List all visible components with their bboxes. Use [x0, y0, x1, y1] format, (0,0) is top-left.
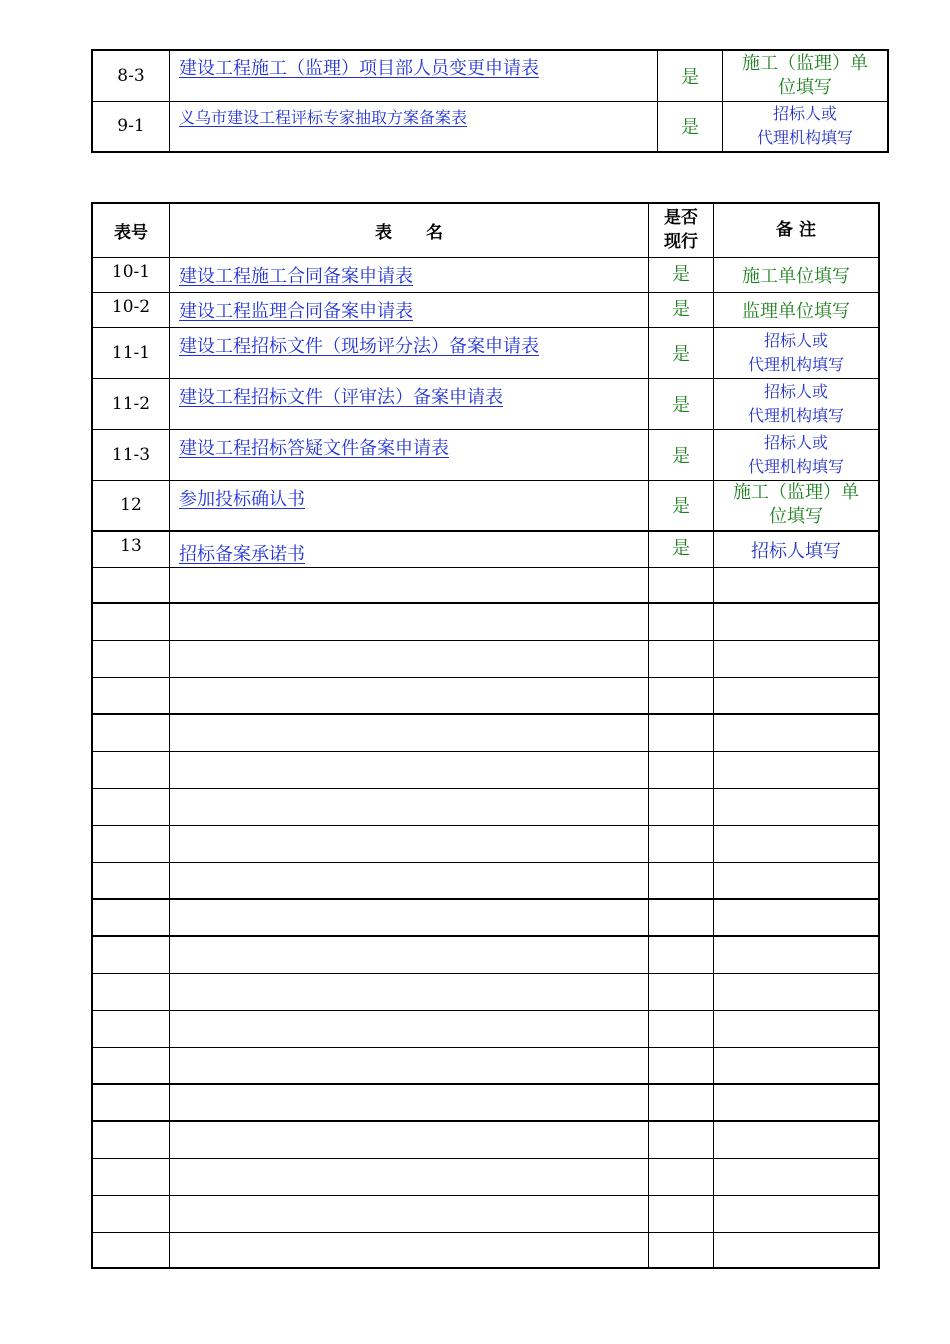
- remark-line: 招标人或: [763, 381, 828, 401]
- table-row: [92, 101, 888, 152]
- empty-cell: [649, 1010, 714, 1047]
- empty-cell: [649, 1084, 714, 1121]
- is-current: 是: [649, 378, 714, 429]
- form-link-12[interactable]: 参加投标确认书: [179, 488, 305, 510]
- empty-row: [92, 1232, 879, 1268]
- empty-cell: [714, 1047, 880, 1084]
- form-name: [170, 480, 649, 531]
- remark-line: 代理机构填写: [747, 354, 844, 374]
- empty-cell: [170, 899, 649, 936]
- empty-cell: [170, 1047, 649, 1084]
- remark-line: 代理机构填写: [747, 405, 844, 425]
- table-row: [92, 429, 879, 480]
- form-link-11-1[interactable]: 建设工程招标文件（现场评分法）备案申请表: [179, 335, 539, 357]
- empty-cell: [92, 1195, 170, 1232]
- empty-cell: [649, 1121, 714, 1158]
- empty-row: [92, 899, 879, 936]
- form-link-11-3[interactable]: 建设工程招标答疑文件备案申请表: [179, 437, 449, 459]
- empty-cell: [649, 567, 714, 603]
- table-row: [92, 480, 879, 531]
- remark: [723, 50, 889, 101]
- empty-row: [92, 751, 879, 788]
- empty-cell: [649, 973, 714, 1010]
- empty-row: [92, 567, 879, 603]
- empty-cell: [714, 714, 880, 751]
- empty-cell: [649, 899, 714, 936]
- empty-cell: [714, 899, 880, 936]
- form-name: [170, 50, 658, 101]
- empty-cell: [649, 1232, 714, 1268]
- remark-line: 施工单位填写: [742, 265, 850, 287]
- form-number: 13: [92, 531, 170, 567]
- form-name: [170, 378, 649, 429]
- empty-row: [92, 862, 879, 899]
- empty-row: [92, 1084, 879, 1121]
- empty-cell: [170, 1121, 649, 1158]
- form-link-13[interactable]: 招标备案承诺书: [179, 544, 305, 565]
- form-link-8-3[interactable]: 建设工程施工（监理）项目部人员变更申请表: [179, 58, 539, 79]
- empty-cell: [714, 1195, 880, 1232]
- is-current: 是: [649, 429, 714, 480]
- form-link-9-1[interactable]: 义乌市建设工程评标专家抽取方案备案表: [179, 107, 468, 127]
- empty-cell: [92, 567, 170, 603]
- empty-row: [92, 1010, 879, 1047]
- is-current: 是: [658, 101, 723, 152]
- empty-cell: [714, 788, 880, 825]
- empty-cell: [92, 751, 170, 788]
- empty-cell: [92, 1158, 170, 1195]
- empty-cell: [170, 862, 649, 899]
- empty-cell: [92, 640, 170, 677]
- empty-cell: [649, 825, 714, 862]
- empty-cell: [92, 788, 170, 825]
- empty-cell: [714, 677, 880, 714]
- empty-cell: [649, 936, 714, 973]
- empty-cell: [714, 567, 880, 603]
- remark: [714, 378, 880, 429]
- empty-row: [92, 1158, 879, 1195]
- empty-cell: [649, 603, 714, 640]
- empty-cell: [92, 714, 170, 751]
- form-name: [170, 531, 649, 567]
- remark: [723, 101, 889, 152]
- remark: [714, 327, 880, 378]
- form-number: 11-3: [92, 429, 170, 480]
- table-row: [92, 531, 879, 567]
- empty-cell: [170, 1010, 649, 1047]
- empty-cell: [714, 640, 880, 677]
- empty-cell: [170, 603, 649, 640]
- empty-cell: [92, 1232, 170, 1268]
- empty-cell: [714, 1158, 880, 1195]
- empty-cell: [170, 973, 649, 1010]
- empty-cell: [170, 1158, 649, 1195]
- empty-cell: [714, 1084, 880, 1121]
- empty-cell: [170, 567, 649, 603]
- empty-cell: [649, 788, 714, 825]
- remark-line: 施工（监理）单: [733, 482, 859, 504]
- form-link-10-2[interactable]: 建设工程监理合同备案申请表: [179, 300, 413, 322]
- empty-cell: [170, 936, 649, 973]
- header-number: 表号: [92, 203, 170, 257]
- empty-cell: [649, 714, 714, 751]
- empty-cell: [170, 1195, 649, 1232]
- table-row: [92, 378, 879, 429]
- is-current: 是: [649, 292, 714, 327]
- header-remark: 备 注: [714, 203, 880, 257]
- remark-line: 招标人或: [763, 432, 828, 452]
- remark: [714, 531, 880, 567]
- empty-cell: [649, 751, 714, 788]
- form-number: 8-3: [92, 50, 170, 101]
- empty-cell: [649, 1195, 714, 1232]
- table-header-row: [92, 203, 879, 257]
- remark-line: 位填写: [778, 76, 832, 98]
- empty-cell: [170, 1084, 649, 1121]
- empty-cell: [92, 1084, 170, 1121]
- is-current: 是: [649, 480, 714, 531]
- empty-cell: [649, 1158, 714, 1195]
- form-number: 12: [92, 480, 170, 531]
- remark: [714, 257, 880, 292]
- empty-cell: [170, 714, 649, 751]
- remark-line: 代理机构填写: [747, 456, 844, 476]
- empty-cell: [92, 603, 170, 640]
- form-name: [170, 429, 649, 480]
- form-name: [170, 257, 649, 292]
- table-row: [92, 327, 879, 378]
- empty-row: [92, 825, 879, 862]
- empty-cell: [649, 862, 714, 899]
- remark-line: 施工（监理）单: [742, 52, 868, 74]
- remark: [714, 429, 880, 480]
- empty-cell: [92, 825, 170, 862]
- remark: [714, 480, 880, 531]
- header-current: [649, 203, 714, 257]
- empty-cell: [714, 1010, 880, 1047]
- empty-row: [92, 714, 879, 751]
- empty-cell: [714, 751, 880, 788]
- remark: [714, 292, 880, 327]
- header-current-line: 现行: [664, 232, 698, 253]
- empty-cell: [714, 1232, 880, 1268]
- empty-row: [92, 788, 879, 825]
- empty-cell: [92, 1047, 170, 1084]
- empty-cell: [714, 1121, 880, 1158]
- empty-cell: [92, 973, 170, 1010]
- is-current: 是: [658, 50, 723, 101]
- empty-cell: [170, 1232, 649, 1268]
- empty-row: [92, 1121, 879, 1158]
- empty-cell: [714, 862, 880, 899]
- form-name: [170, 327, 649, 378]
- top-form-table: [91, 49, 889, 153]
- empty-cell: [170, 825, 649, 862]
- empty-cell: [714, 973, 880, 1010]
- empty-cell: [92, 677, 170, 714]
- form-name: [170, 292, 649, 327]
- remark-line: 位填写: [769, 506, 823, 528]
- empty-cell: [92, 862, 170, 899]
- empty-row: [92, 1047, 879, 1084]
- table-row: [92, 257, 879, 292]
- empty-row: [92, 936, 879, 973]
- empty-cell: [714, 825, 880, 862]
- empty-row: [92, 603, 879, 640]
- remark-line: 招标人或: [772, 104, 837, 124]
- empty-cell: [649, 640, 714, 677]
- empty-cell: [92, 936, 170, 973]
- empty-cell: [170, 640, 649, 677]
- form-number: 11-1: [92, 327, 170, 378]
- form-number: 9-1: [92, 101, 170, 152]
- empty-cell: [170, 788, 649, 825]
- remark-line: 招标人或: [763, 330, 828, 350]
- remark-line: 监理单位填写: [742, 300, 850, 322]
- form-number: 10-1: [92, 257, 170, 292]
- empty-cell: [649, 1047, 714, 1084]
- form-number: 11-2: [92, 378, 170, 429]
- table-row: [92, 50, 888, 101]
- form-name: [170, 101, 658, 152]
- is-current: 是: [649, 327, 714, 378]
- is-current: 是: [649, 531, 714, 567]
- main-form-table: [91, 202, 880, 1269]
- empty-row: [92, 973, 879, 1010]
- form-link-10-1[interactable]: 建设工程施工合同备案申请表: [179, 265, 413, 287]
- form-link-11-2[interactable]: 建设工程招标文件（评审法）备案申请表: [179, 386, 503, 408]
- form-number: 10-2: [92, 292, 170, 327]
- empty-row: [92, 1195, 879, 1232]
- empty-cell: [92, 1121, 170, 1158]
- empty-cell: [92, 899, 170, 936]
- empty-row: [92, 677, 879, 714]
- empty-cell: [170, 677, 649, 714]
- header-current-line: 是否: [664, 208, 698, 229]
- empty-cell: [170, 751, 649, 788]
- table-row: [92, 292, 879, 327]
- remark-line: 代理机构填写: [756, 128, 853, 148]
- is-current: 是: [649, 257, 714, 292]
- empty-row: [92, 640, 879, 677]
- empty-cell: [92, 1010, 170, 1047]
- header-name: 表 名: [170, 203, 649, 257]
- empty-cell: [649, 677, 714, 714]
- empty-cell: [714, 936, 880, 973]
- remark-line: 招标人填写: [751, 541, 841, 563]
- empty-cell: [714, 603, 880, 640]
